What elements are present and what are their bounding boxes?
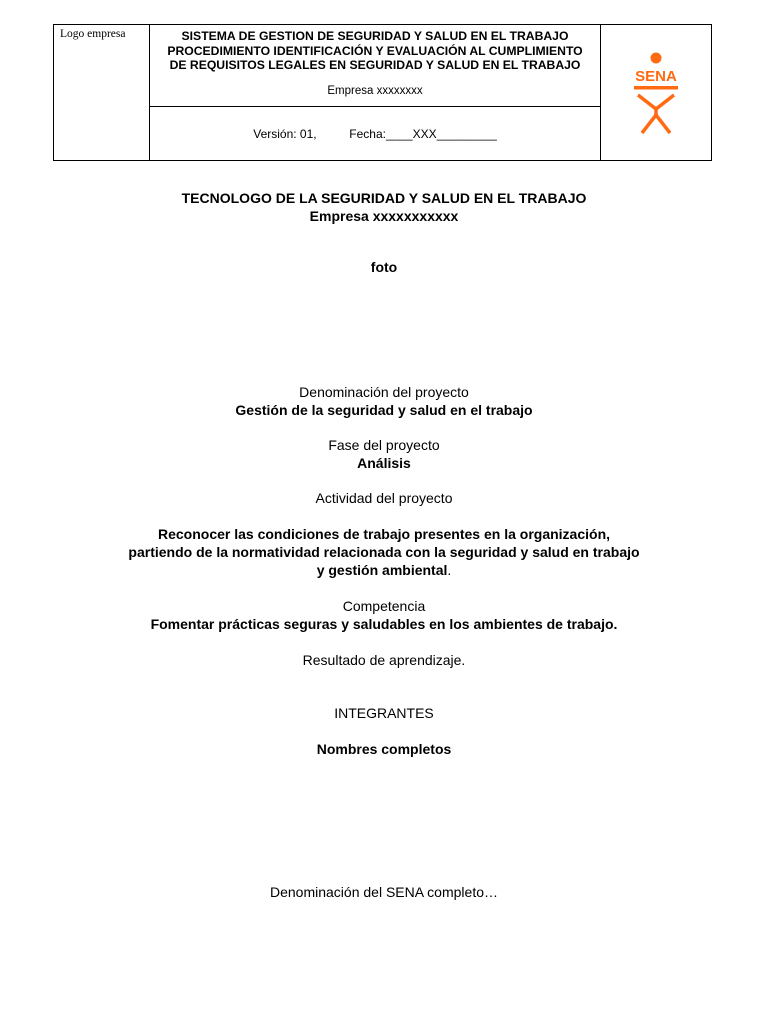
cover-company: Empresa xxxxxxxxxxx <box>309 208 459 224</box>
activity-line-2: partiendo de la normatividad relacionada con la seguridad y salud en trabajo <box>128 544 640 560</box>
activity-period: . <box>447 562 452 578</box>
document-header-table <box>53 24 712 161</box>
activity-line-3-wrapper <box>0 561 768 579</box>
document-date: Fecha:____XXX_________ <box>349 126 497 141</box>
document-title <box>150 25 600 73</box>
sena-logo-text: SENA <box>635 67 677 85</box>
project-phase: Análisis <box>357 455 411 471</box>
members-names: Nombres completos <box>316 741 452 757</box>
title-line-1: SISTEMA DE GESTION DE SEGURIDAD Y SALUD EN EL TRABAJO <box>181 29 569 43</box>
activity-line-3: y gestión ambiental <box>316 562 448 578</box>
document-version: Versión: 01, <box>253 126 317 141</box>
header-company: Empresa xxxxxxxx <box>327 84 423 97</box>
program-title: TECNOLOGO DE LA SEGURIDAD Y SALUD EN EL TRABAJO <box>181 190 587 206</box>
competence: Fomentar prácticas seguras y saludables en los ambientes de trabajo. <box>150 616 618 632</box>
project-name: Gestión de la seguridad y salud en el trabajo <box>235 402 533 418</box>
title-line-2: PROCEDIMIENTO IDENTIFICACIÓN Y EVALUACIÓN AL CUMPLIMIENTO <box>167 43 583 58</box>
sena-logo-icon <box>632 51 680 135</box>
competence-label: Competencia <box>342 598 426 614</box>
company-logo-cell <box>54 25 150 161</box>
phase-label: Fase del proyecto <box>328 437 440 453</box>
title-line-3: DE REQUISITOS LEGALES EN SEGURIDAD Y SALUD EN EL TRABAJO <box>169 58 581 72</box>
sena-full-name: Denominación del SENA completo… <box>269 884 498 900</box>
version-date-cell <box>150 107 601 161</box>
activity-line-1: Reconocer las condiciones de trabajo presentes en la organización, <box>157 526 611 542</box>
company-logo-placeholder: Logo empresa <box>60 28 126 40</box>
document-title-cell <box>150 25 601 107</box>
learning-result-label: Resultado de aprendizaje. <box>302 652 466 668</box>
activity-label: Actividad del proyecto <box>315 490 453 506</box>
sena-logo-cell <box>601 25 712 161</box>
project-name-label: Denominación del proyecto <box>299 384 469 400</box>
photo-placeholder: foto <box>370 259 398 275</box>
members-label: INTEGRANTES <box>334 705 434 721</box>
